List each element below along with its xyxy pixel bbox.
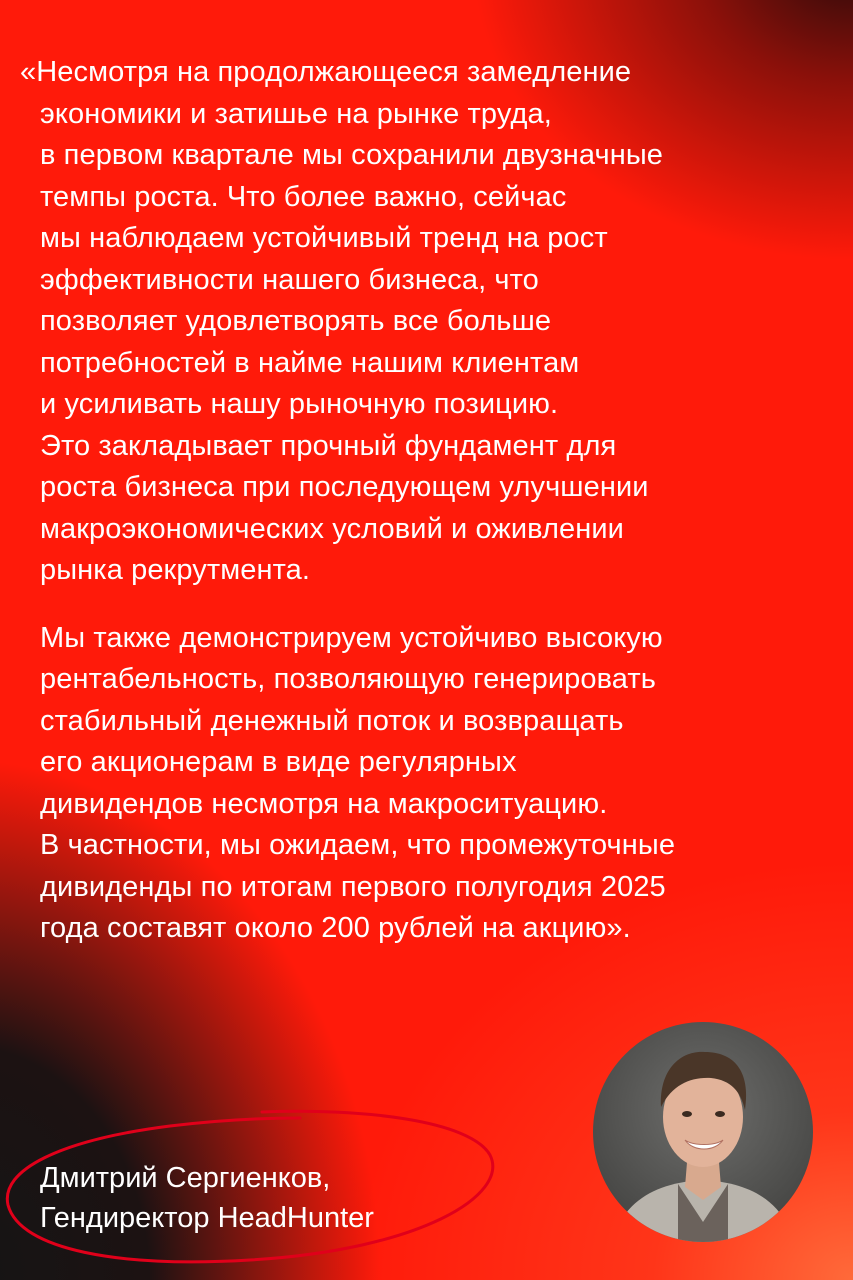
quote-paragraph-1 xyxy=(20,52,830,592)
quote-line: потребностей в найме нашим клиентам xyxy=(40,346,580,379)
quote-line: роста бизнеса при последующем улучшении xyxy=(40,471,649,503)
quote-line: стабильный денежный поток и возвращать xyxy=(40,704,624,737)
quote-line: темпы роста. Что более важно, сейчас xyxy=(40,180,567,213)
quote-block xyxy=(20,52,830,950)
quote-line: года составят около 200 рублей на акцию». xyxy=(40,912,631,944)
quote-paragraph-2 xyxy=(40,618,830,950)
portrait-photo-icon xyxy=(593,1022,813,1242)
quote-line: «Несмотря на продолжающееся замедление xyxy=(20,56,632,88)
author-title: Гендиректор HeadHunter xyxy=(40,1202,374,1234)
quote-line: рентабельность, позволяющую генерировать xyxy=(40,663,656,695)
quote-line: Это закладывает прочный фундамент для xyxy=(40,429,617,462)
quote-line: эффективности нашего бизнеса, что xyxy=(40,263,539,296)
quote-line: В частности, мы ожидаем, что промежуточные xyxy=(40,829,676,861)
quote-line: дивиденды по итогам первого полугодия 2025 xyxy=(40,870,666,903)
quote-line: в первом квартале мы сохранили двузначные xyxy=(40,139,664,171)
quote-line: и усиливать нашу рыночную позицию. xyxy=(40,388,559,420)
author-block xyxy=(40,1158,374,1238)
quote-line: его акционерам в виде регулярных xyxy=(40,746,517,778)
quote-line: дивидендов несмотря на макроситуацию. xyxy=(40,787,608,820)
quote-line: макроэкономических условий и оживлении xyxy=(40,512,624,545)
quote-line: Мы также демонстрируем устойчиво высокую xyxy=(40,621,663,654)
quote-line: рынка рекрутмента. xyxy=(40,554,311,586)
quote-line: экономики и затишье на рынке труда, xyxy=(40,97,552,130)
author-name: Дмитрий Сергиенков, xyxy=(40,1162,331,1194)
quote-line: позволяет удовлетворять все больше xyxy=(40,305,552,337)
quote-line: мы наблюдаем устойчивый тренд на рост xyxy=(40,222,608,254)
